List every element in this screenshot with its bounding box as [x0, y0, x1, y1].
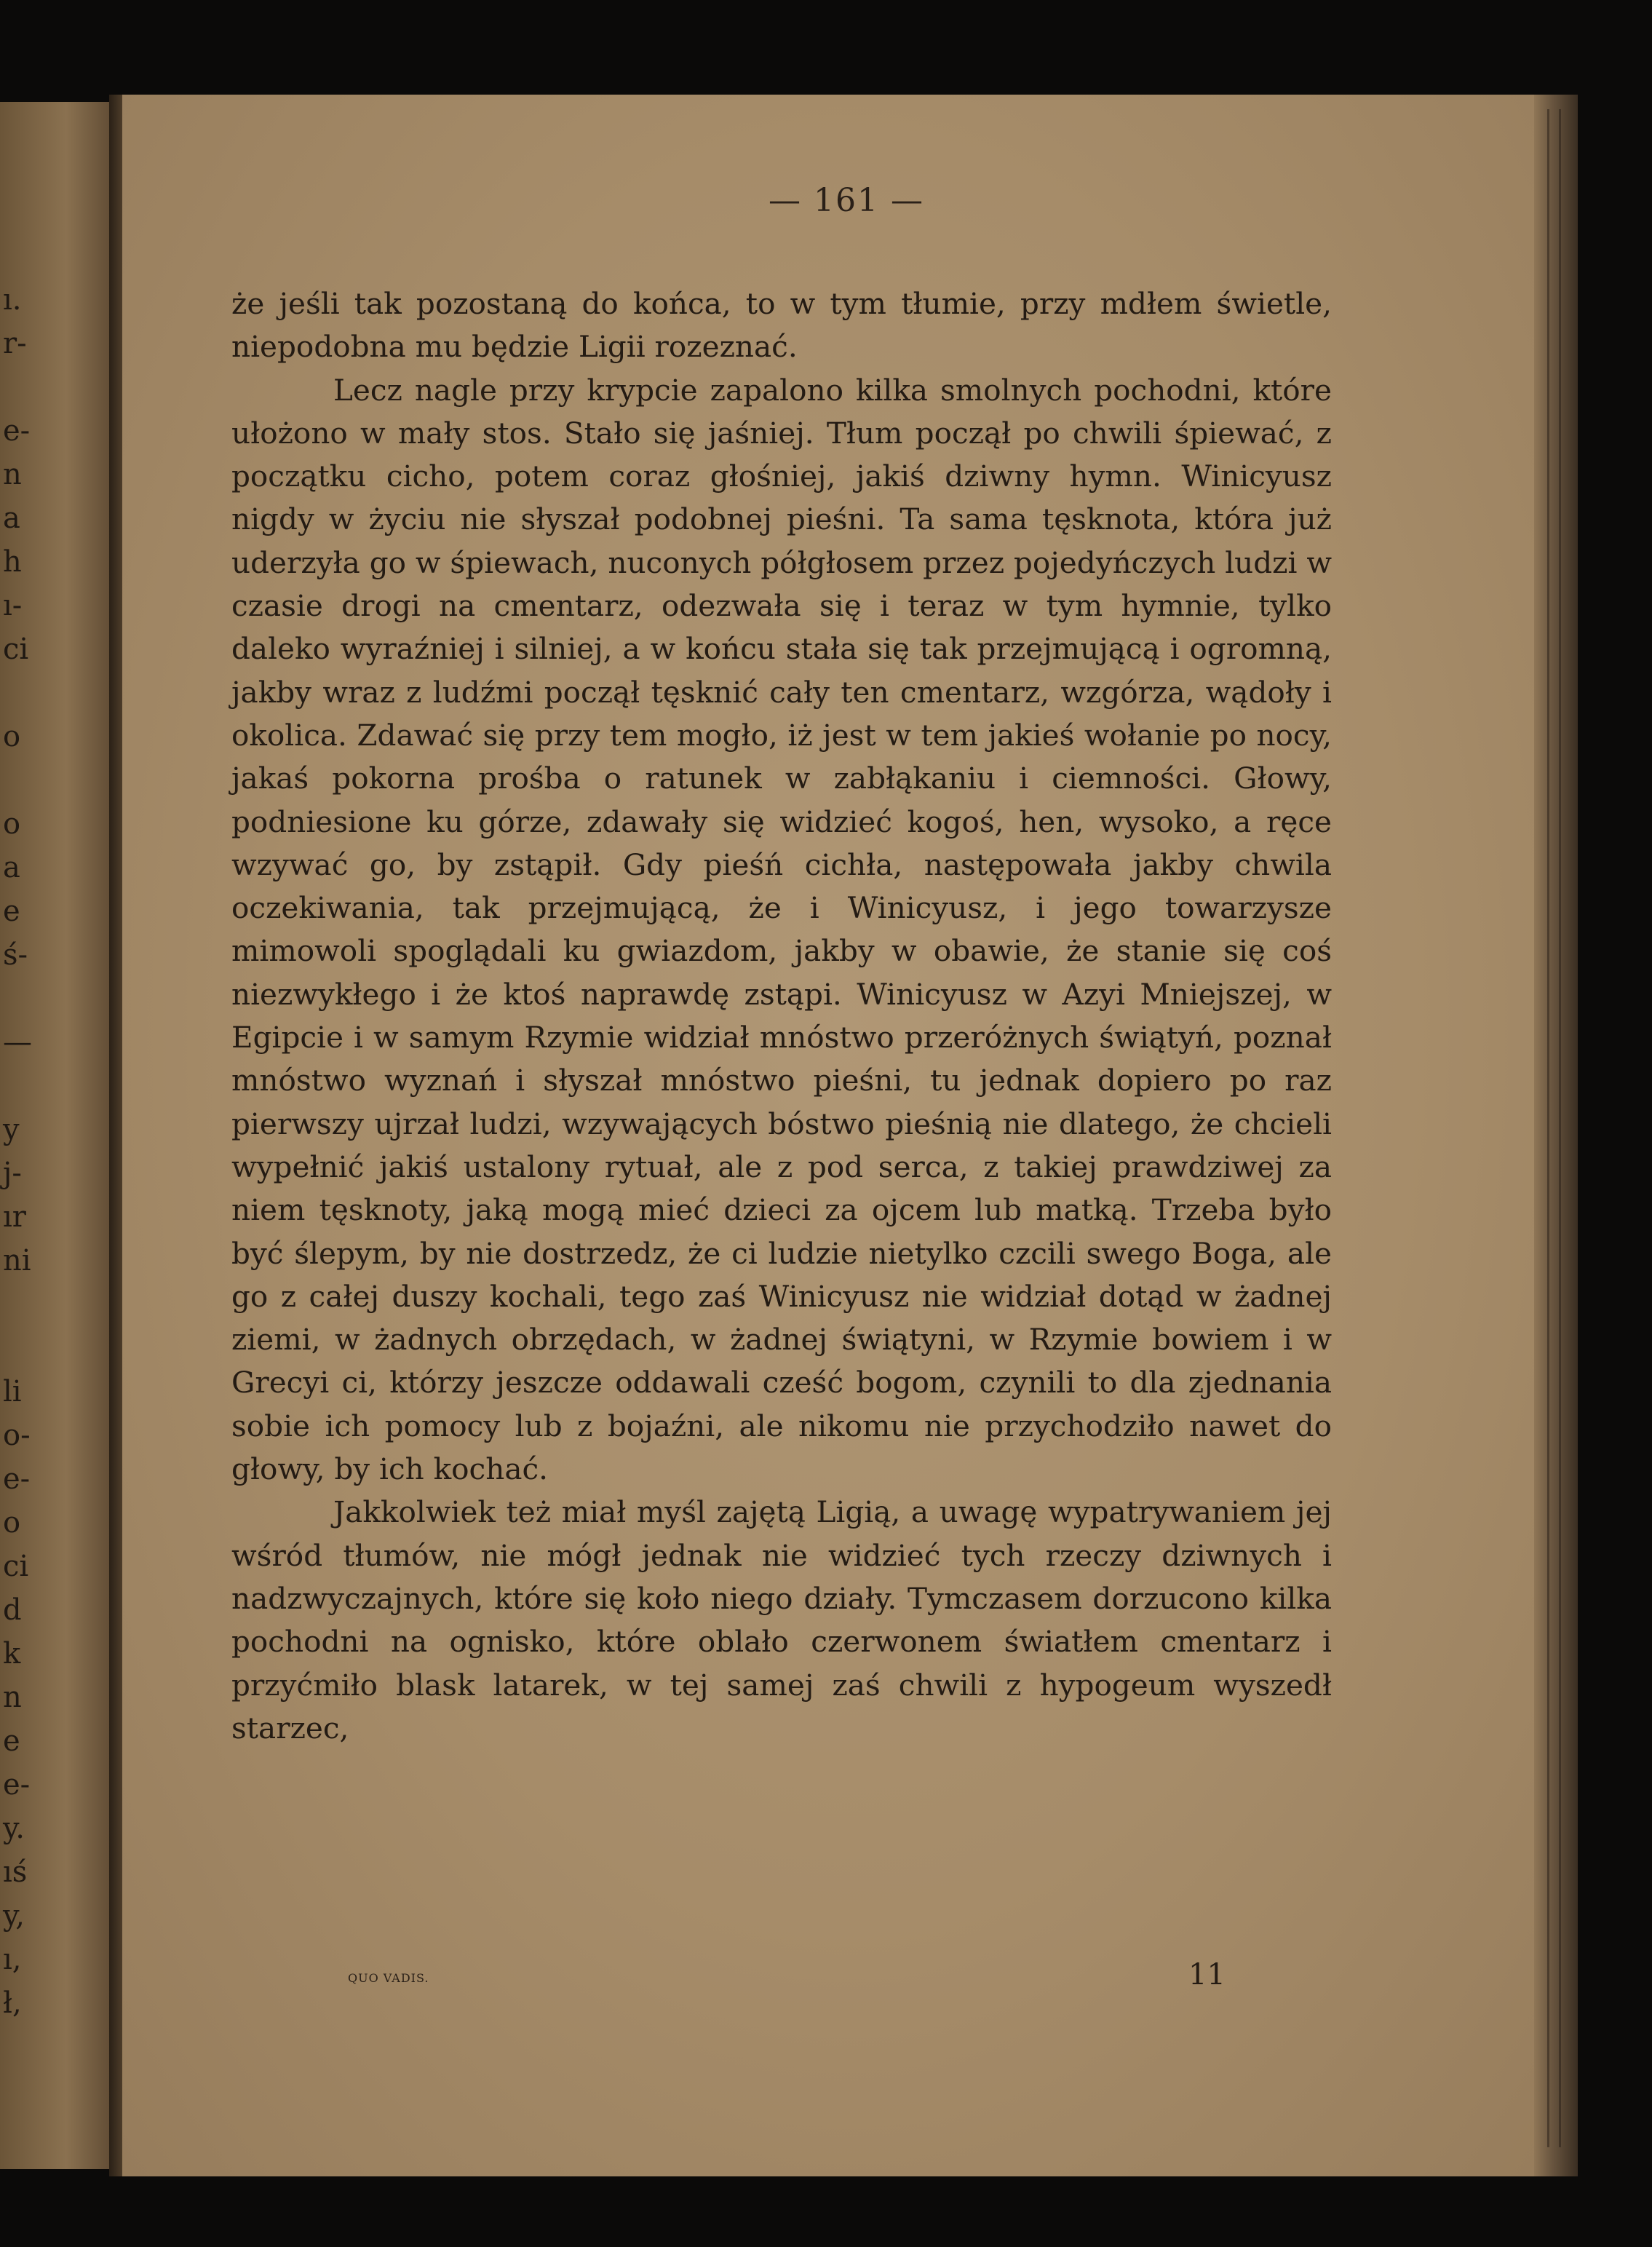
paragraph: że jeśli tak pozostaną do końca, to w tym tłumie, przy mdłem świetle, niepodobna mu będzie Ligii rozeznać.	[231, 286, 1332, 365]
left-page-fragment: ıś	[3, 1855, 28, 1889]
left-page-fragment: o	[3, 1506, 21, 1539]
left-page-fragment: o	[3, 720, 21, 753]
page-edge-line	[1559, 109, 1561, 2147]
left-page-fragment: e-	[3, 414, 31, 448]
left-page-fragment: ł,	[3, 1986, 22, 2020]
left-page-fragment: ś-	[3, 938, 28, 972]
left-page-fragment: li	[3, 1375, 22, 1408]
left-page-fragment: ci	[3, 1550, 29, 1583]
left-page-fragment: o	[3, 807, 21, 841]
left-page-fragment: e-	[3, 1768, 31, 1802]
left-page-fragment: h	[3, 545, 22, 579]
left-page-fragment: y,	[3, 1899, 25, 1933]
left-page-fragment: n	[3, 1681, 22, 1714]
left-page-fragment: n	[3, 458, 22, 491]
left-page-fragment: k	[3, 1637, 21, 1671]
left-page-fragment: ı,	[3, 1943, 22, 1976]
left-page-fragment: r-	[3, 327, 27, 360]
left-page-fragment: y	[3, 1113, 20, 1146]
paragraph: Jakkolwiek też miał myśl zajętą Ligią, a uwagę wypatrywaniem jej wśród tłumów, nie mógł jednak nie widzieć tych rzeczy dziwnych i nadzwyczajnych, które się koło niego działy. Tymczasem dorzucono kilka pochodni na ognisko, które oblało czerwonem światłem cmentarz i przyćmiło blask latarek, w tej samej zaś chwili z hypogeum wyszedł starzec,	[231, 1494, 1332, 1745]
body-text	[231, 282, 1332, 1750]
left-page-fragment: —	[3, 1026, 32, 1059]
left-page-fragment: e	[3, 1724, 20, 1758]
left-page-fragment: a	[3, 502, 20, 535]
left-page-fragment: ı-	[3, 589, 23, 622]
left-page-text-fragments	[0, 102, 120, 2169]
page-edge-line	[1547, 109, 1549, 2147]
left-page-fragment: e-	[3, 1462, 31, 1496]
left-page-fragment: ır	[3, 1200, 26, 1234]
left-page-fragment: d	[3, 1593, 22, 1627]
left-page-fragment: ni	[3, 1244, 31, 1277]
left-page-edge	[0, 102, 120, 2169]
page-number-header: — 161 —	[769, 182, 924, 219]
page-stack-edge	[1534, 95, 1578, 2176]
left-page-fragment: o-	[3, 1419, 31, 1452]
paragraph: Lecz nagle przy krypcie zapalono kilka smolnych pochodni, które ułożono w mały stos. Stało się jaśniej. Tłum począł po chwili śpiewać, z początku cicho, potem coraz głośniej, jakiś dziwny hymn. Winicyusz nigdy w życiu nie słyszał podobnej pieśni. Ta sama tęsknota, która już uderzyła go w śpiewach, nuconych półgłosem przez pojedyńczych ludzi w czasie drogi na cmentarz, odezwała się i teraz w tym hymnie, tylko daleko wyraźniej i silniej, a w końcu stała się tak przejmującą i ogromną, jakby wraz z ludźmi począł tęsknić cały ten cmentarz, wzgórza, wądoły i okolica. Zdawać się przy tem mogło, iż jest w tem jakieś wołanie po nocy, jakaś pokorna prośba o ratunek w zabłąkaniu i ciemności. Głowy, podniesione ku górze, zdawały się widzieć kogoś, hen, wysoko, a ręce wzywać go, by zstąpił. Gdy pieśń cichła, następowała jakby chwila oczekiwania, tak przejmującą, że i Winicyusz, i jego towarzysze mimowoli spoglądali ku gwiazdom, jakby w obawie, że stanie się coś niezwykłego i że ktoś naprawdę zstąpi. Winicyusz w Azyi Mniejszej, w Egipcie i w samym Rzymie widział mnóstwo przeróżnych świątyń, poznał mnóstwo wyznań i słyszał mnóstwo pieśni, tu jednak dopiero po raz pierwszy ujrzał ludzi, wzywających bóstwo pieśnią nie dlatego, że chcieli wypełnić jakiś ustalony rytuał, ale z pod serca, z takiej prawdziwej za niem tęsknoty, jaką mogą mieć dzieci za ojcem lub matką. Trzeba było być ślepym, by nie dostrzedz, że ci ludzie nietylko czcili swego Boga, ale go z całej duszy kochali, tego zaś Winicyusz nie widział dotąd w żadnej ziemi, w żadnych obrzędach, w żadnej świątyni, w Rzymie bowiem i w Grecyi ci, którzy jeszcze oddawali cześć bogom, czynili to dla zjednania sobie ich pomocy lub z bojaźni, ale nikomu nie przychodziło nawet do głowy, by ich kochać.	[231, 372, 1332, 1487]
book-signature: QUO VADIS.	[348, 1971, 429, 1985]
sheet-number: 11	[1188, 1958, 1226, 1992]
left-page-fragment: a	[3, 851, 20, 884]
page-footer	[231, 1958, 1332, 1994]
left-page-fragment: ı.	[3, 283, 22, 317]
left-page-fragment: j-	[3, 1157, 22, 1190]
left-page-fragment: y.	[3, 1812, 25, 1845]
left-page-fragment: ci	[3, 633, 29, 666]
left-page-fragment: e	[3, 895, 20, 928]
